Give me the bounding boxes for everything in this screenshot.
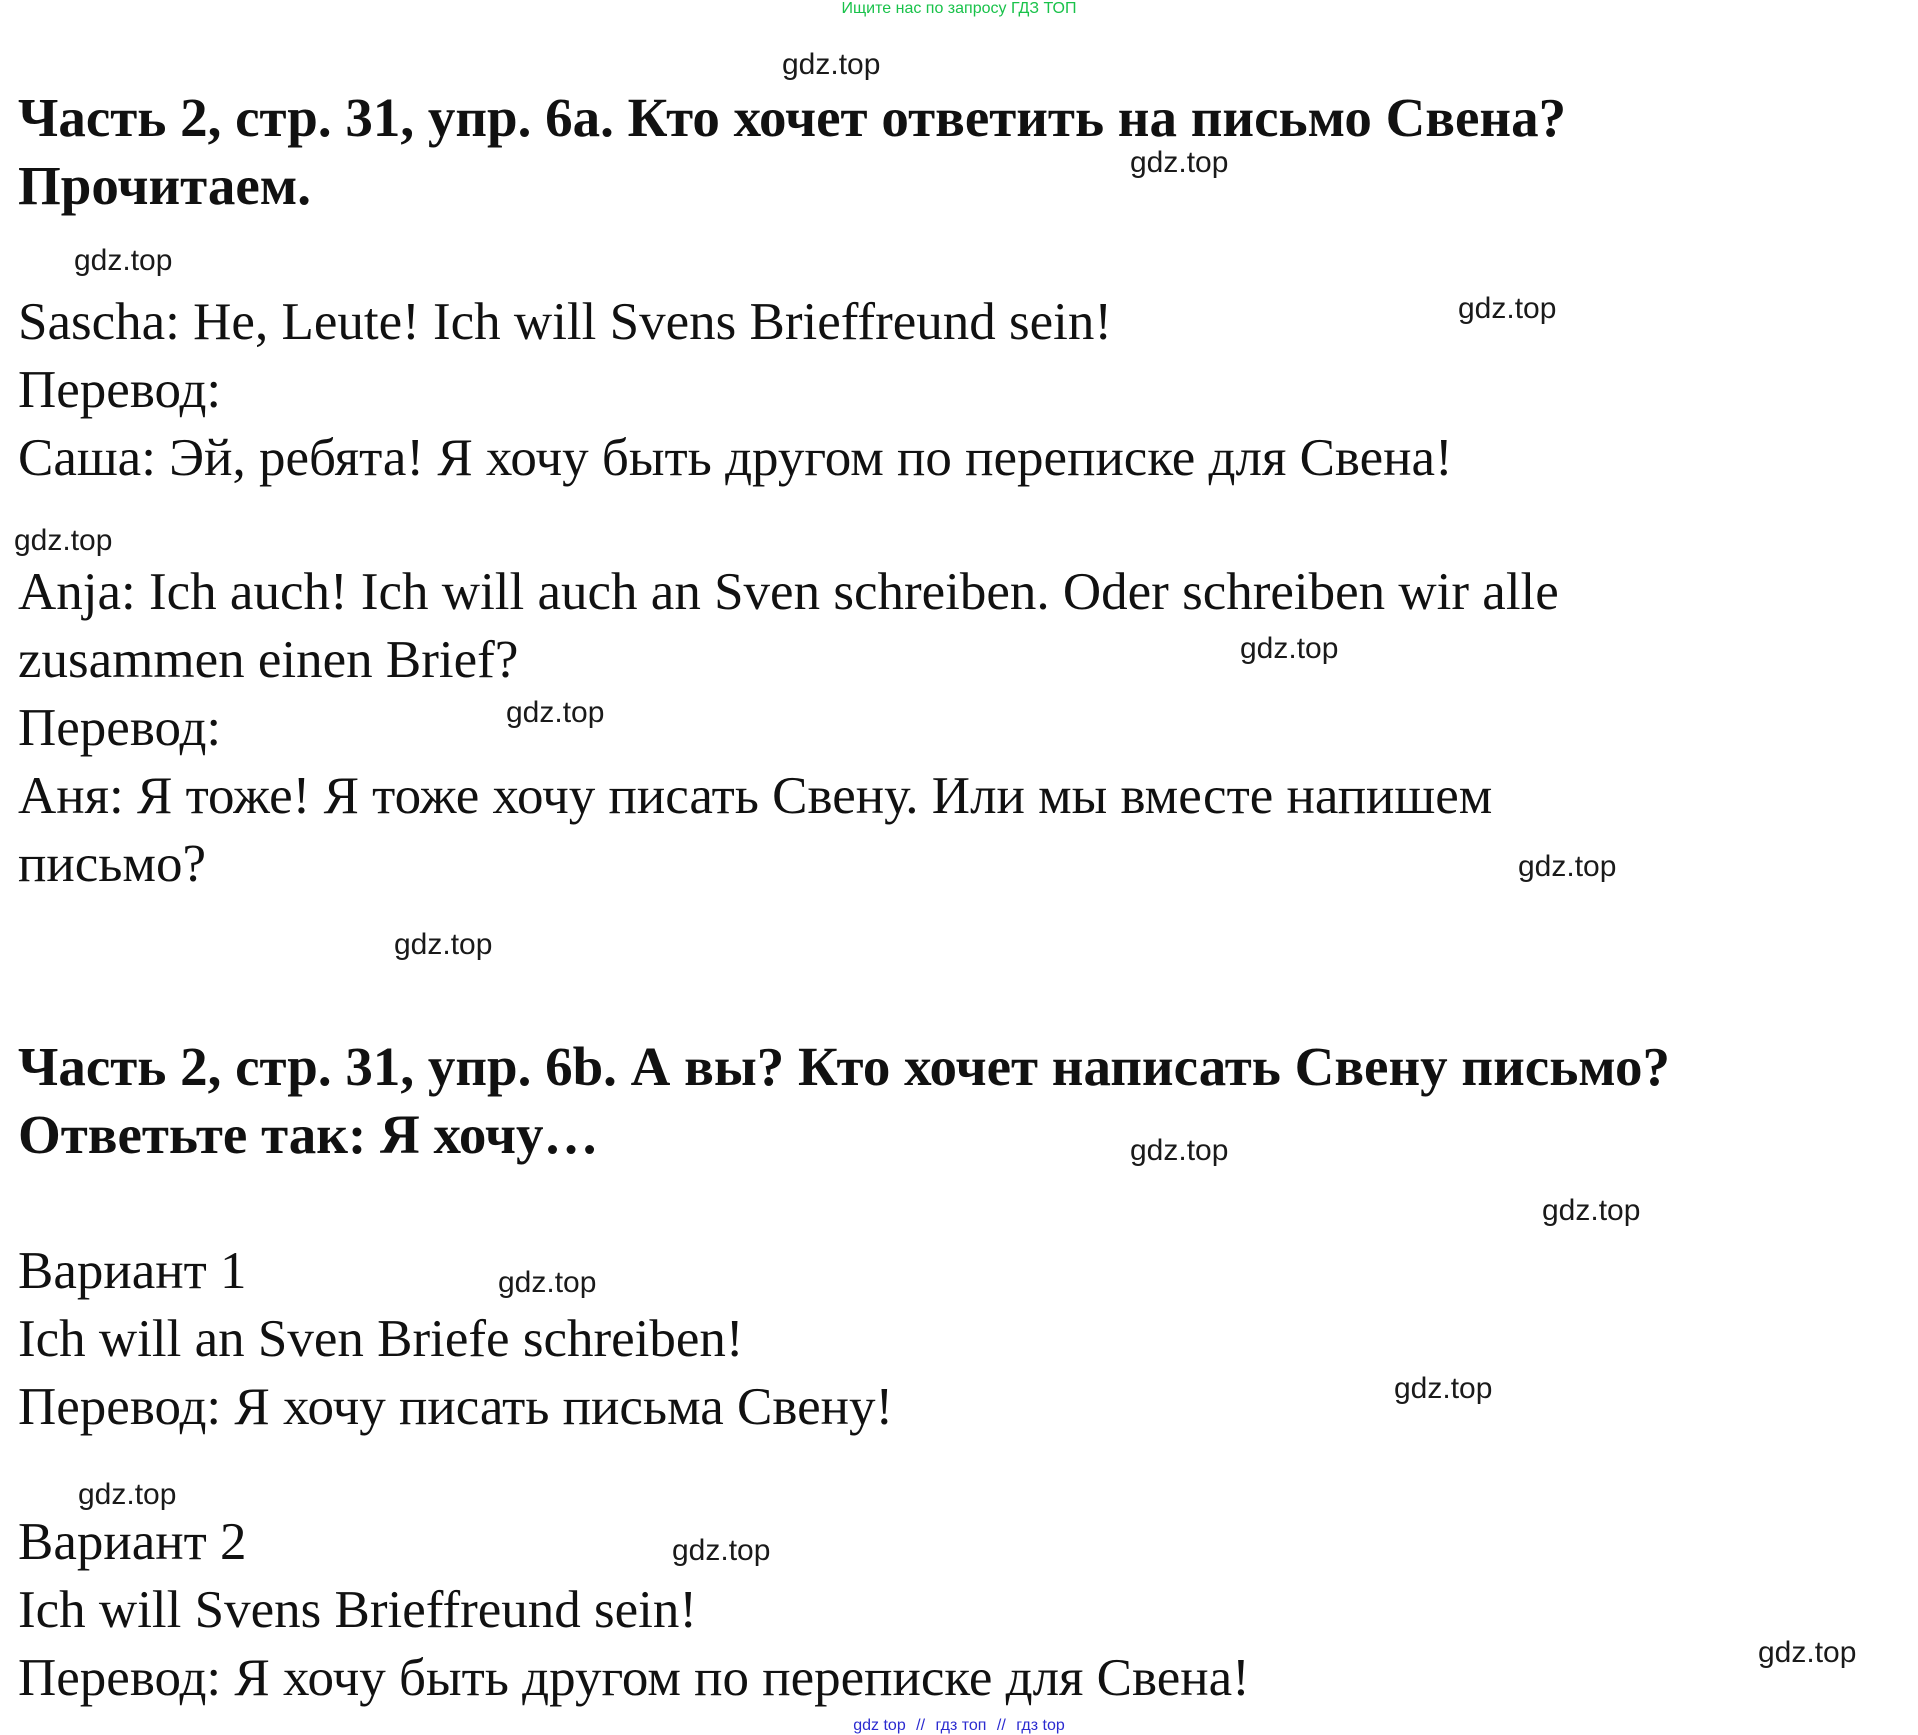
top-banner: Ищите нас по запросу ГДЗ ТОП <box>841 0 1077 17</box>
footer-separator: // <box>996 1717 1006 1734</box>
sascha-german: Sascha: He, Leute! Ich will Svens Brieffreund sein! <box>18 293 1113 351</box>
footer-links <box>0 1717 1918 1735</box>
section-b-heading-line2: Ответьте так: Я хочу… <box>18 1104 599 1165</box>
watermark: gdz.top <box>1758 1636 1857 1669</box>
footer-separator: // <box>916 1717 926 1734</box>
watermark: gdz.top <box>1518 850 1617 883</box>
section-a-heading-line2: Прочитаем. <box>18 155 311 216</box>
variant2-label: Вариант 2 <box>18 1513 247 1571</box>
footer-link-gdz-top-mixed[interactable]: гдз top <box>1016 1717 1065 1734</box>
translation-label-1: Перевод: <box>18 361 222 419</box>
anja-german-line2: zusammen einen Brief? <box>18 631 519 689</box>
watermark: gdz.top <box>78 1478 177 1511</box>
watermark: gdz.top <box>1130 1134 1229 1167</box>
watermark: gdz.top <box>74 244 173 277</box>
watermark: gdz.top <box>14 524 113 557</box>
watermark: gdz.top <box>1458 292 1557 325</box>
section-b-heading-line1: Часть 2, стр. 31, упр. 6b. А вы? Кто хочет написать Свену письмо? <box>18 1036 1671 1097</box>
sascha-russian: Саша: Эй, ребята! Я хочу быть другом по переписке для Свена! <box>18 429 1453 487</box>
section-a-heading-line1: Часть 2, стр. 31, упр. 6a. Кто хочет ответить на письмо Свена? <box>18 87 1567 148</box>
watermark: gdz.top <box>1240 632 1339 665</box>
variant1-german: Ich will an Sven Briefe schreiben! <box>18 1310 744 1368</box>
watermark: gdz.top <box>1130 146 1229 179</box>
watermark: gdz.top <box>498 1266 597 1299</box>
anja-russian-line2: письмо? <box>18 835 206 893</box>
footer-link-gdz-top-ru[interactable]: гдз топ <box>935 1717 987 1734</box>
watermark: gdz.top <box>1394 1372 1493 1405</box>
variant1-translation: Перевод: Я хочу писать письма Свену! <box>18 1378 894 1436</box>
watermark: gdz.top <box>672 1534 771 1567</box>
watermark: gdz.top <box>1542 1194 1641 1227</box>
translation-label-2: Перевод: <box>18 699 222 757</box>
anja-russian-line1: Аня: Я тоже! Я тоже хочу писать Свену. Или мы вместе напишем <box>18 767 1493 825</box>
anja-german-line1: Anja: Ich auch! Ich will auch an Sven schreiben. Oder schreiben wir alle <box>18 563 1559 621</box>
watermark: gdz.top <box>506 696 605 729</box>
variant2-german: Ich will Svens Brieffreund sein! <box>18 1581 698 1639</box>
watermark: gdz.top <box>394 928 493 961</box>
watermark: gdz.top <box>782 48 881 81</box>
variant2-translation: Перевод: Я хочу быть другом по переписке для Свена! <box>18 1649 1250 1707</box>
footer-link-gdz-top[interactable]: gdz top <box>853 1717 906 1734</box>
variant1-label: Вариант 1 <box>18 1242 247 1300</box>
